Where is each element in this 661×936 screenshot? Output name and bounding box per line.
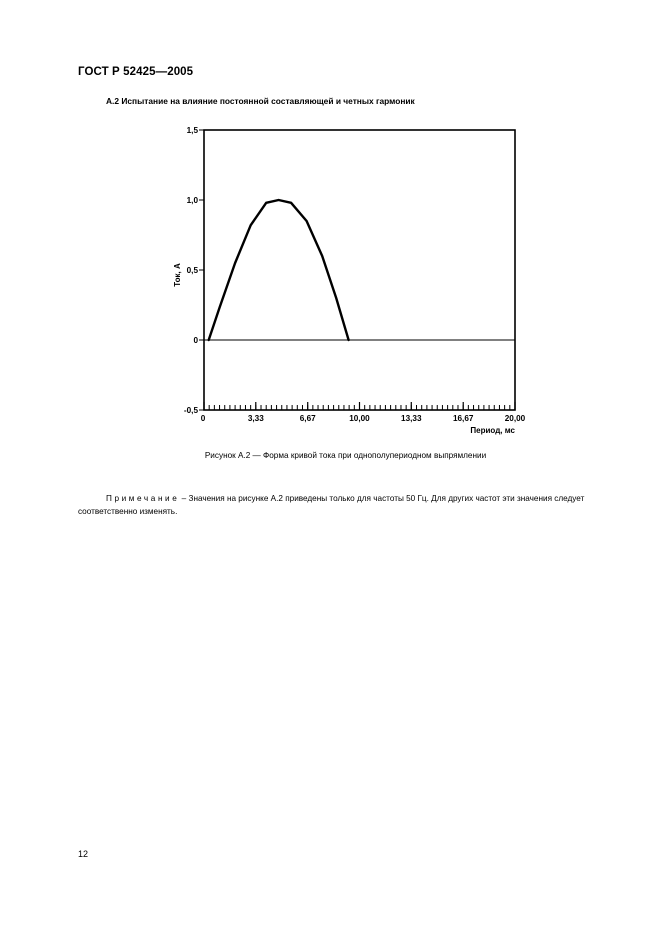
section-title: А.2 Испытание на влияние постоянной составляющей и четных гармоник (106, 96, 415, 106)
note-paragraph (78, 492, 600, 518)
x-axis-label: Период, мс (470, 426, 515, 435)
y-axis-label: Ток, А (173, 263, 182, 287)
y-tick-label: 0,5 (186, 266, 198, 275)
y-tick-label: 1,5 (186, 126, 198, 135)
chart-canvas (160, 120, 540, 445)
y-tick-label: 0 (193, 336, 198, 345)
figure-caption: Рисунок А.2 — Форма кривой тока при однополупериодном выпрямлении (204, 451, 487, 460)
y-tick-label: -0,5 (183, 406, 198, 415)
current-curve (209, 200, 349, 340)
page-number: 12 (78, 849, 89, 859)
current-waveform-chart (160, 120, 540, 450)
plot-frame (204, 130, 515, 410)
x-tick-label: 13,33 (401, 414, 422, 423)
x-tick-label: 0 (200, 414, 206, 423)
x-tick-label: 20,00 (504, 414, 526, 423)
x-tick-label: 6,67 (299, 414, 316, 423)
document-code: ГОСТ Р 52425—2005 (78, 66, 194, 78)
note-text: – Значения на рисунке А.2 приведены только для частоты 50 Гц. Для других частот эти значения следует соответственно изменять. (78, 494, 585, 516)
y-tick-label: 1,0 (186, 196, 198, 205)
x-tick-label: 3,33 (247, 414, 264, 423)
note-lead: Примечание (106, 494, 180, 503)
x-tick-label: 10,00 (349, 414, 370, 423)
x-tick-label: 16,67 (452, 414, 474, 423)
